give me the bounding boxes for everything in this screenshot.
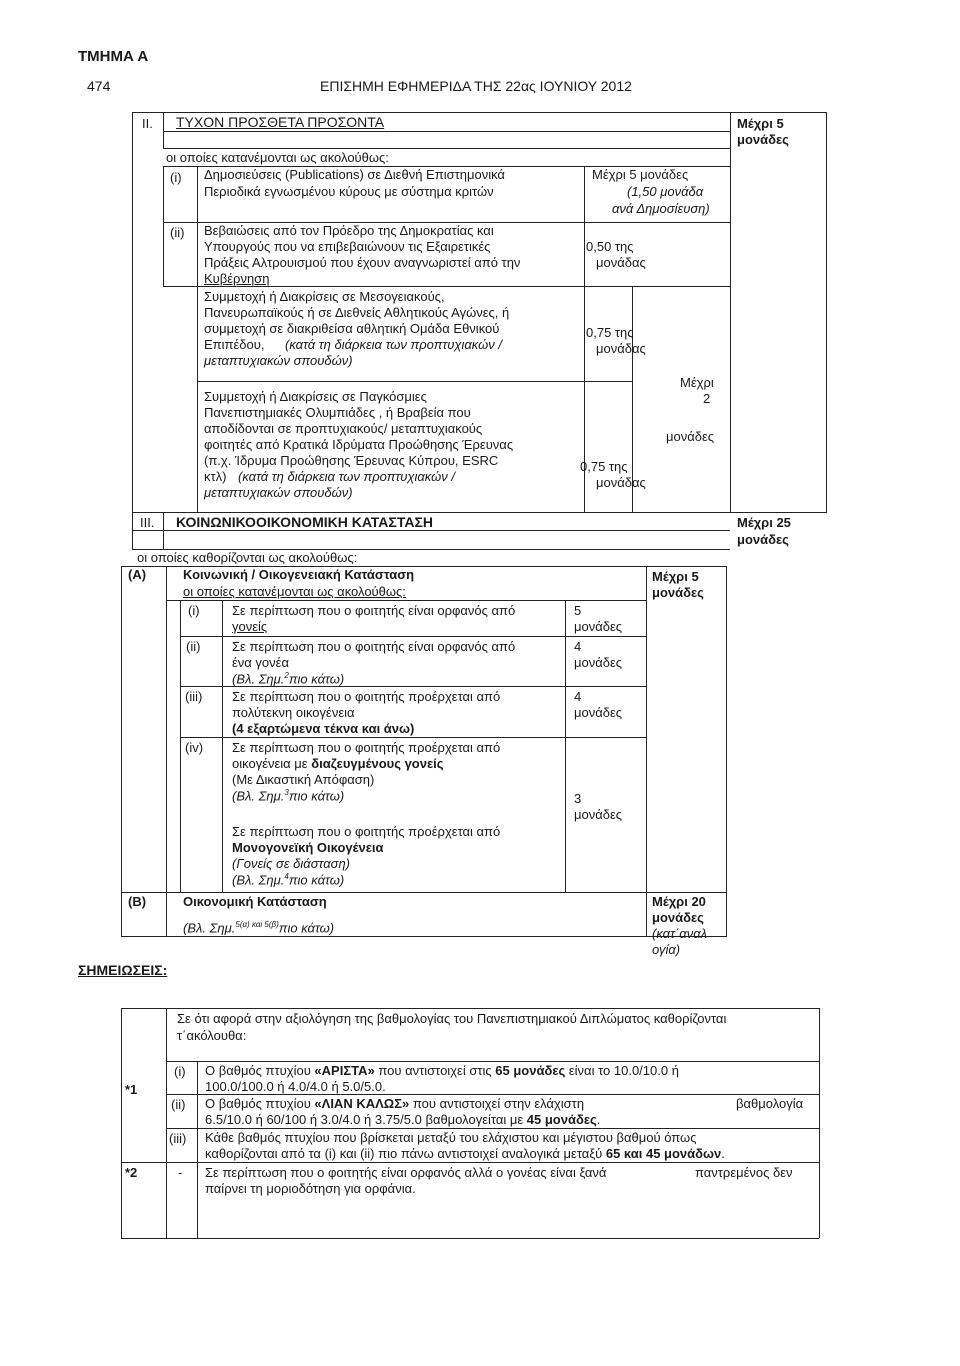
item-text: (Γονείς σε διάσταση)	[232, 856, 351, 871]
points-unit: μονάδες	[574, 655, 623, 670]
item-label: (iii)	[185, 689, 203, 704]
points-unit: μονάδες	[574, 619, 623, 634]
note-text: Σε περίπτωση που ο φοιτητής είναι ορφανός αλλά ο γονέας είναι ξανά	[205, 1165, 607, 1180]
section-heading: ΤΥΧΟΝ ΠΡΟΣΘΕΤΑ ΠΡΟΣΟΝΤΑ	[176, 114, 385, 130]
max-points-unit: μονάδες	[652, 910, 704, 925]
item-text: Συμμετοχή ή Διακρίσεις σε Παγκόσμιες	[204, 389, 427, 404]
points: μονάδας	[596, 475, 646, 490]
item-label: (ii)	[186, 639, 201, 654]
item-text: μεταπτυχιακών σπουδών)	[204, 485, 353, 500]
notes-intro: τ΄ακόλουθα:	[177, 1028, 247, 1043]
item-text: Σε περίπτωση που ο φοιτητής προέρχεται από	[232, 689, 501, 704]
item-label: (ii)	[171, 1097, 186, 1112]
points: μονάδας	[596, 341, 646, 356]
points: 0,75 της	[580, 459, 628, 474]
points: Μέχρι 5 μονάδες	[592, 167, 689, 182]
item-label: (ii)	[170, 225, 185, 240]
section-heading: ΚΟΙΝΩΝΙΚΟΟΙΚΟΝΟΜΙΚΗ ΚΑΤΑΣΤΑΣΗ	[176, 514, 433, 530]
max-points: Μέχρι 5	[737, 116, 784, 131]
item-text: Πράξεις Αλτρουισμού που έχουν αναγνωριστεί από την	[204, 255, 521, 270]
note-text: Ο βαθμός πτυχίου «ΑΡΙΣΤΑ» που αντιστοιχεί στις 65 μονάδες είναι το 10.0/10.0 ή	[205, 1063, 679, 1078]
max-points-unit: μονάδες	[737, 532, 789, 547]
max-points: Μέχρι 25	[737, 515, 791, 530]
item-text: φοιτητές από Κρατικά Ιδρύματα Προώθησης Έρευνας	[204, 437, 514, 452]
item-text: (π.χ. Ίδρυμα Προώθησης Έρευνας Κύπρου, ESRC	[204, 453, 499, 468]
subtotal-label: Μέχρι	[680, 375, 714, 390]
points: 3	[574, 791, 582, 806]
max-points-note: (κατ΄αναλ	[652, 926, 708, 941]
gazette-title: ΕΠΙΣΗΜΗ ΕΦΗΜΕΡΙΔΑ ΤΗΣ 22ας ΙΟΥΝΙΟΥ 2012	[320, 78, 632, 94]
note-ref: (Βλ. Σημ.$^{5(\alpha) \kappa\alpha\iota 5(\beta)}$πιο κάτω)	[183, 920, 335, 936]
item-text: Πανευρωπαϊκούς ή σε Διεθνείς Αθλητικούς Αγώνες, ή	[204, 305, 510, 320]
note-text: Κάθε βαθμός πτυχίου που βρίσκεται μεταξύ του ελάχιστου και μέγιστου βαθμού όπως	[205, 1130, 697, 1145]
points-unit: μονάδες	[574, 807, 623, 822]
item-text: Σε περίπτωση που ο φοιτητής προέρχεται από	[232, 740, 501, 755]
note-text: παντρεμένος δεν	[695, 1165, 793, 1180]
section-title: ΤΜΗΜΑ Α	[78, 48, 149, 65]
note-text: βαθμολογία	[736, 1096, 804, 1111]
page-number: 474	[87, 78, 111, 94]
points: 4	[574, 639, 582, 654]
note-dash: -	[178, 1165, 183, 1180]
item-label: (iii)	[169, 1131, 187, 1146]
note-text: Ο βαθμός πτυχίου «ΛΙΑΝ ΚΑΛΩΣ» που αντιστοιχεί στην ελάχιστη	[205, 1096, 585, 1111]
item-text: Επιπέδου,	[204, 337, 265, 352]
points: 0,50 της	[586, 239, 634, 254]
item-text: Σε περίπτωση που ο φοιτητής προέρχεται από	[232, 824, 501, 839]
item-text: (4 εξαρτώμενα τέκνα και άνω)	[232, 721, 415, 736]
section-number: II.	[142, 116, 153, 131]
item-text: Σε περίπτωση που ο φοιτητής είναι ορφανός από	[232, 603, 516, 618]
item-label: (i)	[188, 603, 200, 618]
subsection-label: (A)	[128, 567, 147, 582]
points-note: ανά Δημοσίευση)	[612, 201, 710, 216]
max-points-unit: μονάδες	[737, 132, 789, 147]
points-note: (1,50 μονάδα	[627, 184, 704, 199]
max-points: Μέχρι 20	[652, 894, 706, 909]
intro-text: οι οποίες καθορίζονται ως ακολούθως:	[137, 550, 358, 565]
subsection-label: (B)	[128, 894, 147, 909]
item-label: (i)	[170, 170, 182, 185]
note-text: 100.0/100.0 ή 4.0/4.0 ή 5.0/5.0.	[205, 1079, 386, 1094]
notes-intro: Σε ότι αφορά στην αξιολόγηση της βαθμολογίας του Πανεπιστημιακού Διπλώματος καθορίζονται	[177, 1011, 727, 1026]
item-text: Μονογονεϊκή Οικογένεια	[232, 840, 384, 855]
intro-text: οι οποίες κατανέμονται ως ακολούθως:	[166, 150, 389, 165]
item-text: κτλ)	[204, 469, 227, 484]
item-text: Σε περίπτωση που ο φοιτητής είναι ορφανός από	[232, 639, 516, 654]
item-text: ένα γονέα	[232, 655, 289, 670]
points: 0,75 της	[586, 325, 634, 340]
section-number: III.	[140, 515, 155, 530]
item-label: (iv)	[185, 740, 204, 755]
item-text: μεταπτυχιακών σπουδών)	[204, 353, 353, 368]
item-text: Συμμετοχή ή Διακρίσεις σε Μεσογειακούς,	[204, 289, 445, 304]
subtotal-value: 2	[703, 391, 711, 406]
max-points-note: ογία)	[652, 942, 681, 957]
points: 5	[574, 603, 582, 618]
points-unit: μονάδες	[574, 705, 623, 720]
item-text: Περιοδικά εγνωσμένου κύρους με σύστημα κριτών	[204, 184, 494, 199]
intro-text: οι οποίες κατανέμονται ως ακολούθως:	[183, 584, 406, 599]
item-text: γονείς	[232, 619, 268, 634]
item-text: συμμετοχή σε διακριθείσα αθλητική Ομάδα Εθνικού	[204, 321, 500, 336]
item-text: Κυβέρνηση	[204, 271, 270, 286]
subsection-title: Κοινωνική / Οικογενειακή Κατάσταση	[183, 567, 415, 582]
note-marker: *2	[125, 1165, 138, 1180]
item-text: οικογένεια με διαζευγμένους γονείς	[232, 756, 444, 771]
item-text: αποδίδονται σε προπτυχιακούς/ μεταπτυχιακούς	[204, 421, 483, 436]
subsection-title: Οικονομική Κατάσταση	[183, 894, 327, 909]
item-text: Δημοσιεύσεις (Publications) σε Διεθνή Επιστημονικά	[204, 167, 505, 182]
points: μονάδας	[596, 255, 646, 270]
item-text: (κατά τη διάρκεια των προπτυχιακών /	[285, 337, 503, 352]
item-label: (i)	[174, 1064, 186, 1079]
note-marker: *1	[125, 1082, 138, 1097]
note-text: παίρνει τη μοριοδότηση για ορφάνια.	[205, 1181, 416, 1196]
item-text: πολύτεκνη οικογένεια	[232, 705, 355, 720]
item-text: Υπουργούς που να επιβεβαιώνουν τις Εξαιρετικές	[204, 239, 491, 254]
note-ref: (Βλ. Σημ.$^4$πιο κάτω)	[232, 872, 345, 888]
notes-heading: ΣΗΜΕΙΩΣΕΙΣ:	[78, 962, 168, 978]
points: 4	[574, 689, 582, 704]
item-text: (κατά τη διάρκεια των προπτυχιακών /	[238, 469, 456, 484]
note-ref: (Βλ. Σημ.$^3$πιο κάτω)	[232, 788, 345, 804]
item-text: (Με Δικαστική Απόφαση)	[232, 772, 375, 787]
item-text: Πανεπιστημιακές Ολυμπιάδες , ή Βραβεία που	[204, 405, 471, 420]
subtotal-unit: μονάδες	[666, 429, 715, 444]
max-points-unit: μονάδες	[652, 585, 704, 600]
max-points: Μέχρι 5	[652, 569, 699, 584]
note-text: καθορίζονται από τα (i) και (ii) πιο πάνω αντιστοιχεί αναλογικά μεταξύ 65 και 45 μονάδων.	[205, 1146, 725, 1161]
note-ref: (Βλ. Σημ.$^2$πιο κάτω)	[232, 671, 345, 687]
note-text: 6.5/10.0 ή 60/100 ή 3.0/4.0 ή 3.75/5.0 βαθμολογείται με 45 μονάδες.	[205, 1112, 601, 1127]
item-text: Βεβαιώσεις από τον Πρόεδρο της Δημοκρατίας και	[204, 223, 494, 238]
